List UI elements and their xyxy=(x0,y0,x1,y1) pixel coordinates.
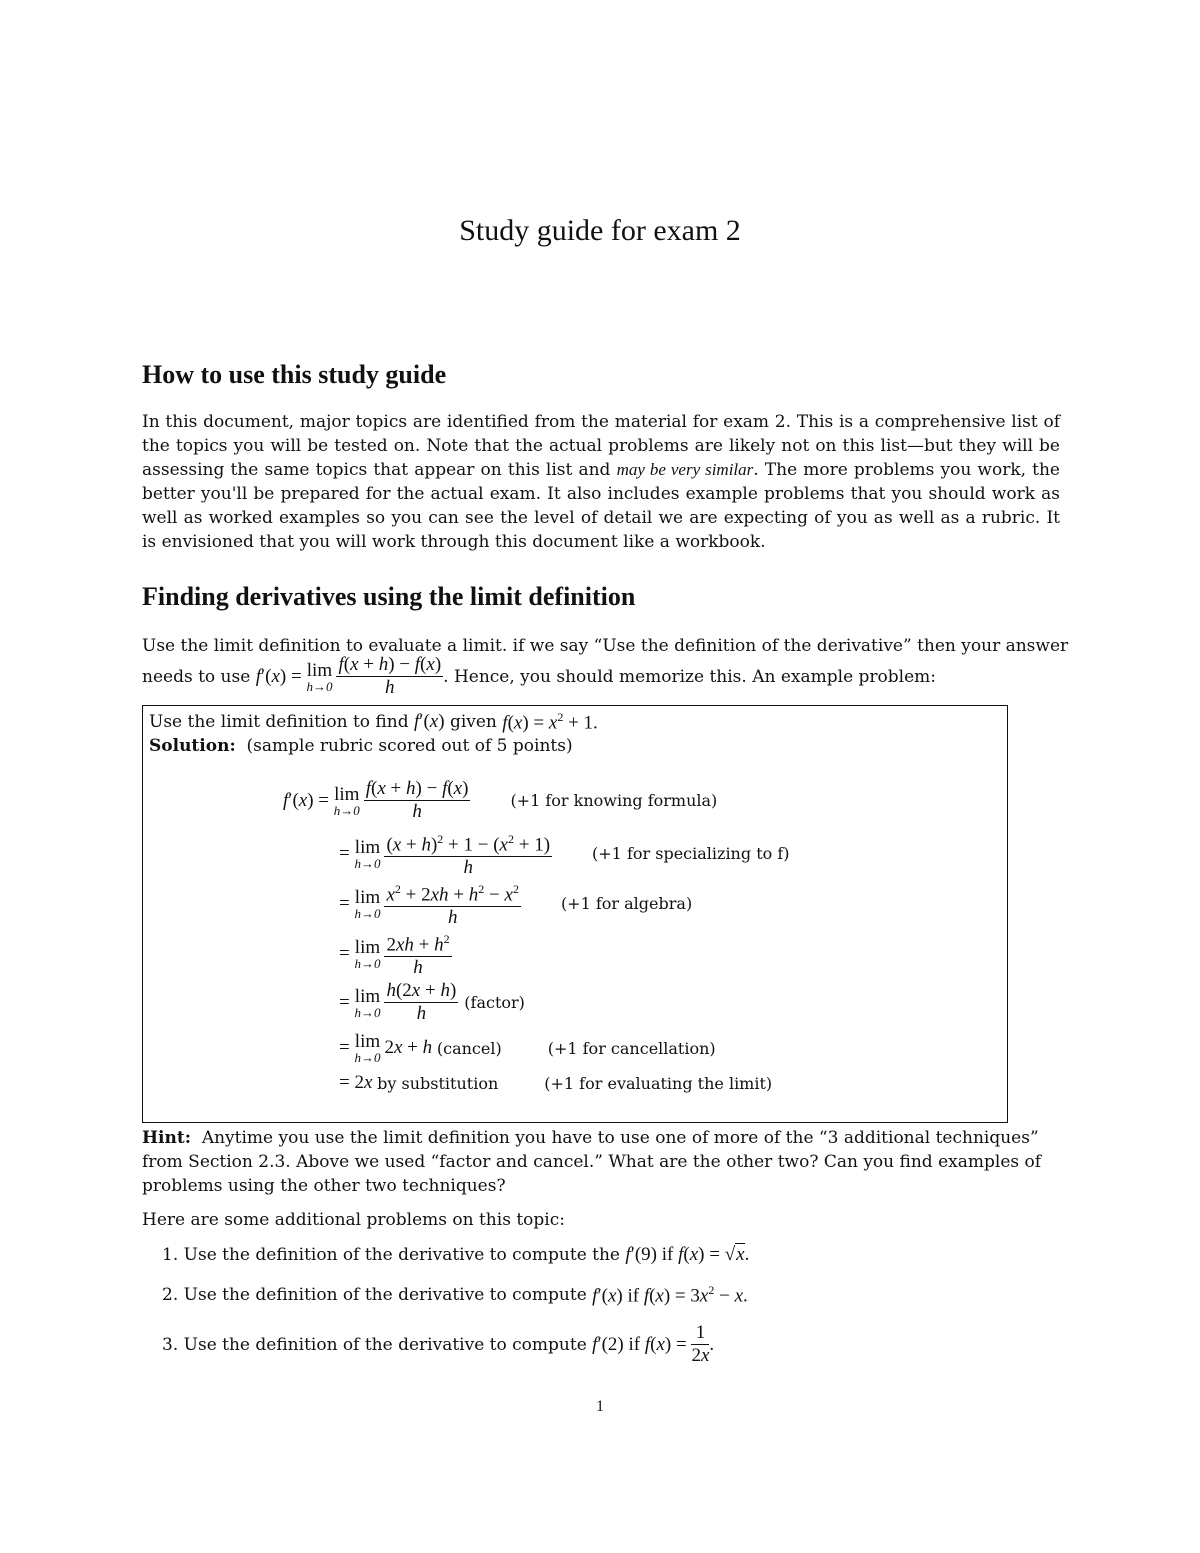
step-7-note: (+1 for evaluating the limit) xyxy=(544,1073,773,1093)
additional-problems-intro: Here are some additional problems on this topic: xyxy=(142,1210,565,1230)
step-6-inline: (cancel) xyxy=(436,1038,502,1058)
step-2-note: (+1 for specializing to f) xyxy=(592,844,790,864)
derivation-step-5: = lim h→0 $\frac{h(2x + h)}{h}$ (factor) xyxy=(339,980,525,1024)
step-1-note: (+1 for knowing formula) xyxy=(510,791,718,810)
hint-label: Hint: xyxy=(142,1128,192,1148)
derivation-step-4: = lim h→0 $\frac{2xh + h^2}{h}$ xyxy=(339,928,452,979)
problem-1-number: 1. xyxy=(162,1245,179,1265)
problem-1-text: Use the definition of the derivative to compute the xyxy=(183,1245,620,1265)
problem-3-number: 3. xyxy=(162,1334,179,1355)
hint-line-3: problems using the other two techniques? xyxy=(142,1176,506,1196)
list-item: 3. Use the definition of the derivative to compute f′(2) if f(x) = $\frac{1}{2x}$ . xyxy=(162,1322,715,1366)
intro-line-1: Use the limit definition to evaluate a limit. if we say “Use the definition of the derivative” then your answer xyxy=(142,636,1069,656)
limit-operator: lim h→0 xyxy=(306,659,333,694)
box-solution-label: Solution: xyxy=(149,736,236,756)
problem-2-math: f′(x) if $f(x) = 3x^2 - x$. xyxy=(592,1283,748,1307)
example-box xyxy=(142,705,1008,1123)
page-number: 1 xyxy=(596,1398,604,1415)
problem-2-text: Use the definition of the derivative to compute xyxy=(183,1285,587,1306)
derivation-step-6: = lim h→0 2x + h (cancel) (+1 for cancellation) xyxy=(339,1031,716,1065)
hint-text-1: Anytime you use the limit definition you have to use one of more of the “3 additional techniques” xyxy=(201,1128,1039,1148)
derivative-formula: f′(x) = xyxy=(255,665,307,687)
difference-quotient: $\frac{f(x + h) - f(x)}{h}$ xyxy=(338,654,442,698)
section-heading-how-to-use: How to use this study guide xyxy=(142,360,447,389)
section-paragraph-how-to-use xyxy=(142,410,1060,554)
box-problem-prefix: Use the limit definition to find xyxy=(149,712,409,733)
hint-line-2: from Section 2.3. Above we used “factor and cancel.” What are the other two? Can you find examples of xyxy=(142,1152,1042,1172)
problem-3-fraction: $\frac{1}{2x}$ xyxy=(691,1322,710,1366)
intro-after-text: . Hence, you should memorize this. An example problem: xyxy=(443,666,936,687)
box-problem-line xyxy=(149,710,598,734)
box-problem-given: given xyxy=(449,712,497,733)
page-title: Study guide for exam 2 xyxy=(459,214,741,247)
step-6-note: (+1 for cancellation) xyxy=(547,1038,716,1058)
problem-3-text: Use the definition of the derivative to compute xyxy=(183,1334,587,1355)
hint-line-1 xyxy=(142,1126,1039,1150)
intro-needs-text: needs to use xyxy=(142,666,251,687)
list-item xyxy=(162,1283,748,1307)
derivation-step-2: = lim h→0 $\frac{(x + h)^2 + 1 - (x^2 + 1)}{h}$ (+1 for specializing to f) xyxy=(339,828,790,879)
problem-2-number: 2. xyxy=(162,1285,179,1306)
paragraph-emphasis: may be very similar xyxy=(616,460,754,479)
section-heading-limit-definition: Finding derivatives using the limit definition xyxy=(142,582,636,611)
paragraph-text-a: In this document, major topics are identified from the material for exam 2. This is a comprehensive list of the topics you will be tested on. Note that the actual problems are likely not on this list—but they will be assessing the same topics that appear on this list and xyxy=(142,412,1060,480)
derivation-step-1: f′(x) = lim h→0 $\frac{f(x + h) - f(x)}{h}$ (+1 for knowing formula) xyxy=(283,778,718,822)
problem-3-math: f′(2) if f(x) = xyxy=(592,1333,692,1355)
box-solution-line xyxy=(149,736,573,756)
problem-1-math: f′(9) if f(x) = √x. xyxy=(625,1244,750,1265)
derivation-step-3: = lim h→0 $\frac{x^2 + 2xh + h^2 - x^2}{h}$ (+1 for algebra) xyxy=(339,878,692,929)
step-7-inline: by substitution xyxy=(377,1073,499,1093)
box-problem-function: $f(x) = x^2 + 1$. xyxy=(502,710,598,734)
box-solution-text: (sample rubric scored out of 5 points) xyxy=(246,736,573,756)
paragraph-text-b: . The more problems you work, the better you'll be prepared for the actual exam. It also includes example problems that you should work as well as worked examples so you can see the level of detail we are expecting of you as well as a rubric. It is envisioned that you will work through this document like a workbook. xyxy=(142,460,1060,552)
derivation-step-7: = 2x by substitution (+1 for evaluating the limit) xyxy=(339,1072,773,1093)
list-item xyxy=(162,1244,749,1266)
box-problem-fprime: f′(x) xyxy=(414,711,445,733)
step-3-note: (+1 for algebra) xyxy=(560,894,693,914)
intro-line-2 xyxy=(142,654,936,699)
step-5-note: (factor) xyxy=(464,993,525,1012)
